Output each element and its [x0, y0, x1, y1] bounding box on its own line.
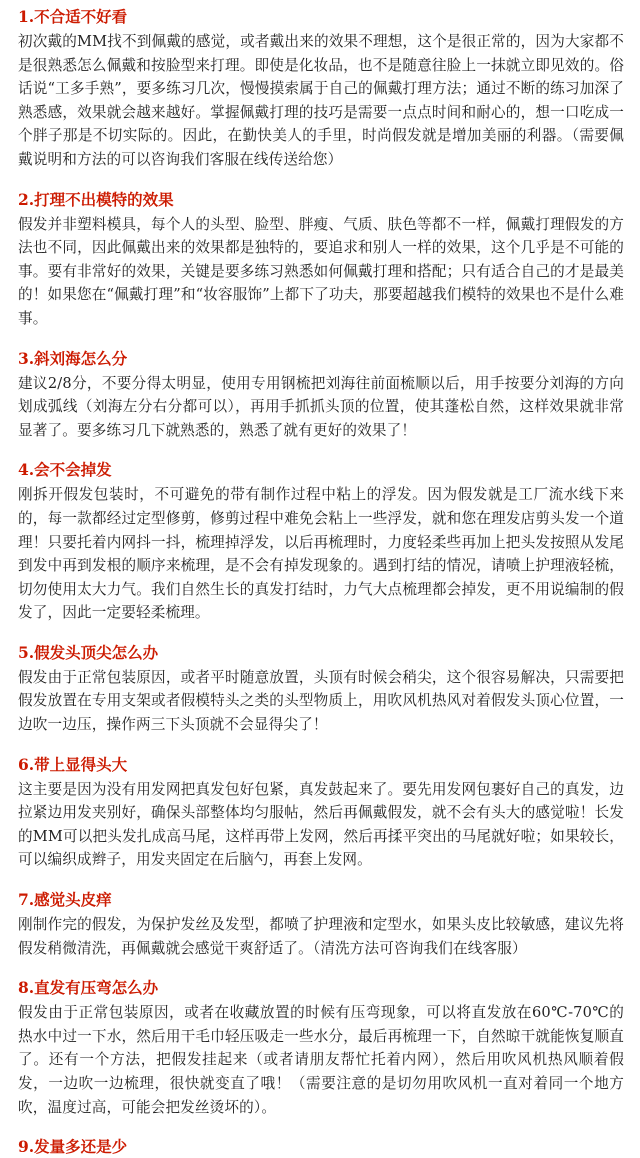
section-heading: 8.直发有压弯怎么办 — [18, 978, 159, 998]
faq-section-8 — [18, 977, 624, 1119]
section-heading: 6.带上显得头大 — [18, 754, 128, 774]
section-body: 初次戴的MM找不到佩戴的感觉，或者戴出来的效果不理想，这个是很正常的，因为大家都不是很熟悉怎么佩戴和按脸型来打理。即使是化妆品，也不是随意往脸上一抹就立即见效的。俗话说“工多手熟”，要多练习几次，慢慢摸索属于自己的佩戴打理方法；通过不断的练习加深了熟悉感，效果就会越来越好。掌握佩戴打理的技巧是需要一点点时间和耐心的，想一口吃成一个胖子那是不切实际的。因此，在勤快美人的手里，时尚假发就是增加美丽的利器。（需要佩戴说明和方法的可以咨询我们客服在线传送给您） — [18, 33, 624, 168]
section-body: 假发由于正常包装原因，或者平时随意放置，头顶有时候会稍尖，这个很容易解决，只需要把假发放置在专用支架或者假模特头之类的头型物质上，用吹风机热风对着假发头顶心位置，一边吹一边压，操作两三下头顶就不会显得尖了！ — [18, 668, 624, 734]
section-heading: 4.会不会掉发 — [18, 460, 112, 480]
faq-section-6 — [18, 754, 624, 872]
faq-section-9 — [18, 1136, 624, 1158]
section-body: 建议2/8分，不要分得太明显，使用专用钢梳把刘海往前面梳顺以后，用手按要分刘海的方向划成弧线（刘海左分右分都可以），再用手抓抓头顶的位置，使其蓬松自然，这样效果就非常显著了。要多练习几下就熟悉的，熟悉了就有更好的效果了！ — [18, 374, 624, 439]
section-body: 假发并非塑料模具，每个人的头型、脸型、胖瘦、气质、肤色等都不一样，佩戴打理假发的方法也不同，因此佩戴出来的效果都是独特的，要追求和别人一样的效果，这个几乎是不可能的事。要有非常好的效果，关键是要多练习熟悉如何佩戴打理和搭配；只有适合自己的才是最美的！如果您在“佩戴打理”和“妆容服饰”上都下了功夫，那要超越我们模特的效果也不是什么难事。 — [18, 215, 624, 327]
faq-section-3 — [18, 348, 624, 443]
faq-section-1 — [18, 6, 624, 172]
faq-section-5 — [18, 642, 624, 737]
section-heading: 7.感觉头皮痒 — [18, 890, 112, 910]
section-heading: 2.打理不出模特的效果 — [18, 189, 174, 209]
section-heading: 5.假发头顶尖怎么办 — [18, 642, 159, 662]
faq-section-7 — [18, 889, 624, 960]
section-body: 刚制作完的假发，为保护发丝及发型，都喷了护理液和定型水，如果头皮比较敏感，建议先将假发稍微清洗，再佩戴就会感觉干爽舒适了。（清洗方法可咨询我们在线客服） — [18, 916, 624, 957]
section-heading: 9.发量多还是少 — [18, 1137, 128, 1157]
faq-section-2 — [18, 189, 624, 331]
faq-section-4 — [18, 459, 624, 625]
section-heading: 3.斜刘海怎么分 — [18, 348, 128, 368]
section-body: 刚拆开假发包装时，不可避免的带有制作过程中粘上的浮发。因为假发就是工厂流水线下来的，每一款都经过定型修剪，修剪过程中难免会粘上一些浮发，就和您在理发店剪头发一个道理！只要托着内网抖一抖，梳理掉浮发，以后再梳理时，力度轻柔些再加上把头发按照从发尾到发中再到发根的顺序来梳理，是不会有掉发现象的。遇到打结的情况，请喷上护理液轻梳，切勿使用太大力气。我们自然生长的真发打结时，力气大点梳理都会掉发，更不用说编制的假发了，因此一定要轻柔梳理。 — [18, 486, 624, 622]
section-body: 这主要是因为没有用发网把真发包好包紧，真发鼓起来了。要先用发网包裹好自己的真发，边拉紧边用发夹别好，确保头部整体均匀服帖，然后再佩戴假发，就不会有头大的感觉啦！长发的MM可以把头发扎成高马尾，这样再带上发网，然后再揉平突出的马尾就好啦；如果较长，可以编织成辫子，用发夹固定在后脑勺，再套上发网。 — [18, 780, 624, 869]
section-body: 假发由于正常包装原因，或者在收藏放置的时候有压弯现象，可以将直发放在60℃-70℃的热水中过一下水，然后用干毛巾轻压吸走一些水分，最后再梳理一下，自然晾干就能恢复顺直了。还有一个方法，把假发挂起来（或者请朋友帮忙托着内网），然后用吹风机热风顺着假发，一边吹一边梳理，很快就变直了哦！（需要注意的是切勿用吹风机一直对着同一个地方吹，温度过高，可能会把发丝烫坏的）。 — [18, 1004, 624, 1116]
section-heading: 1.不合适不好看 — [18, 7, 128, 26]
